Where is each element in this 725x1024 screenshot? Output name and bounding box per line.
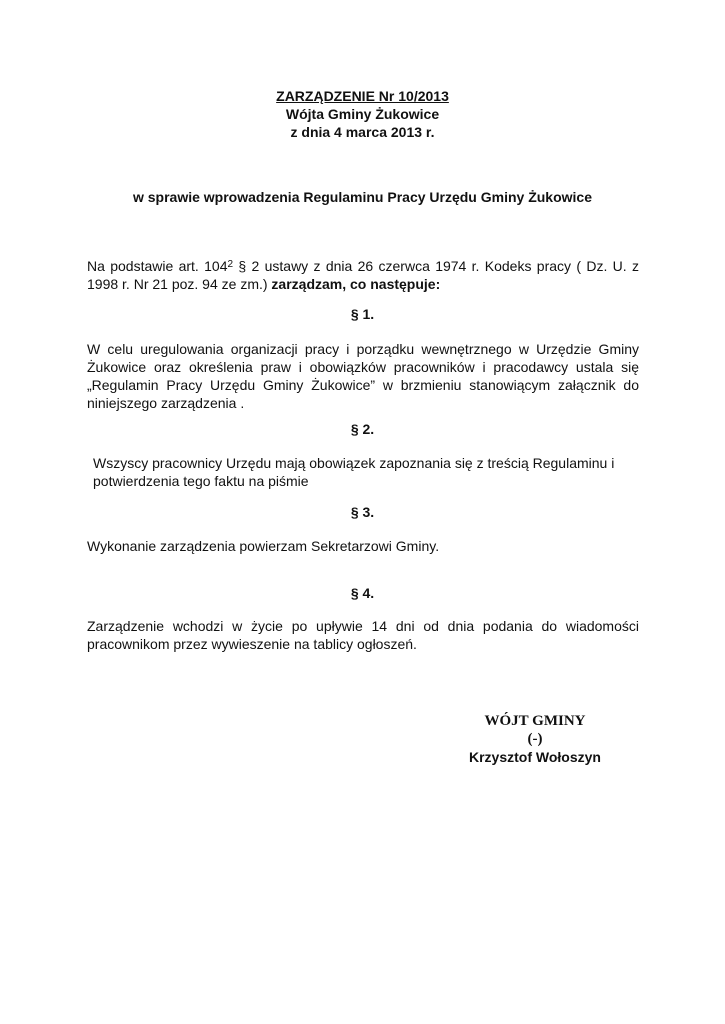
- issuer: Wójta Gminy Żukowice: [285, 106, 440, 122]
- section-3-mark: § 3.: [350, 504, 375, 520]
- preamble-bold-tail: zarządzam, co następuje:: [271, 276, 441, 292]
- document-header: [0, 87, 725, 141]
- signature-mark: (-): [527, 731, 543, 747]
- section-2-text: Wszyscy pracownicy Urzędu mają obowiązek zapoznania się z treścią Regulaminu i potwierdzenia tego faktu na piśmie: [93, 455, 615, 489]
- preamble-text-end: § 2 ustawy z dnia 26 czerwca 1974 r. Kodeks pracy ( Dz. U. z 1998 r. Nr 21 poz. 94 ze zm.): [87, 258, 639, 292]
- signature-block: [430, 712, 640, 766]
- preamble: [87, 256, 639, 293]
- section-2-mark: § 2.: [350, 421, 375, 437]
- section-4-text: Zarządzenie wchodzi w życie po upływie 14 dni od dnia podania do wiadomości pracownikom przez wywieszenie na tablicy ogłoszeń.: [87, 618, 639, 652]
- document-subject: w sprawie wprowadzenia Regulaminu Pracy Urzędu Gminy Żukowice: [132, 189, 592, 205]
- signature-title: WÓJT GMINY: [484, 713, 586, 729]
- section-3-text: Wykonanie zarządzenia powierzam Sekretarzowi Gminy.: [87, 538, 440, 554]
- issue-date: z dnia 4 marca 2013 r.: [290, 124, 435, 140]
- section-1-text: W celu uregulowania organizacji pracy i porządku wewnętrznego w Urzędzie Gminy Żukowice oraz określenia praw i obowiązków pracowników i pracodawcy ustala się „Regulamin Pracy Urzędu Gminy Żukowice” w brzmieniu stanowiącym załącznik do niniejszego zarządzenia .: [87, 341, 639, 411]
- preamble-superscript: 2: [227, 259, 234, 270]
- section-1-mark: § 1.: [350, 306, 375, 322]
- signatory-name: Krzysztof Wołoszyn: [469, 749, 601, 765]
- section-4-mark: § 4.: [350, 585, 375, 601]
- ordinance-number: ZARZĄDZENIE Nr 10/2013: [276, 88, 449, 104]
- preamble-text-start: Na podstawie art. 104: [87, 258, 228, 274]
